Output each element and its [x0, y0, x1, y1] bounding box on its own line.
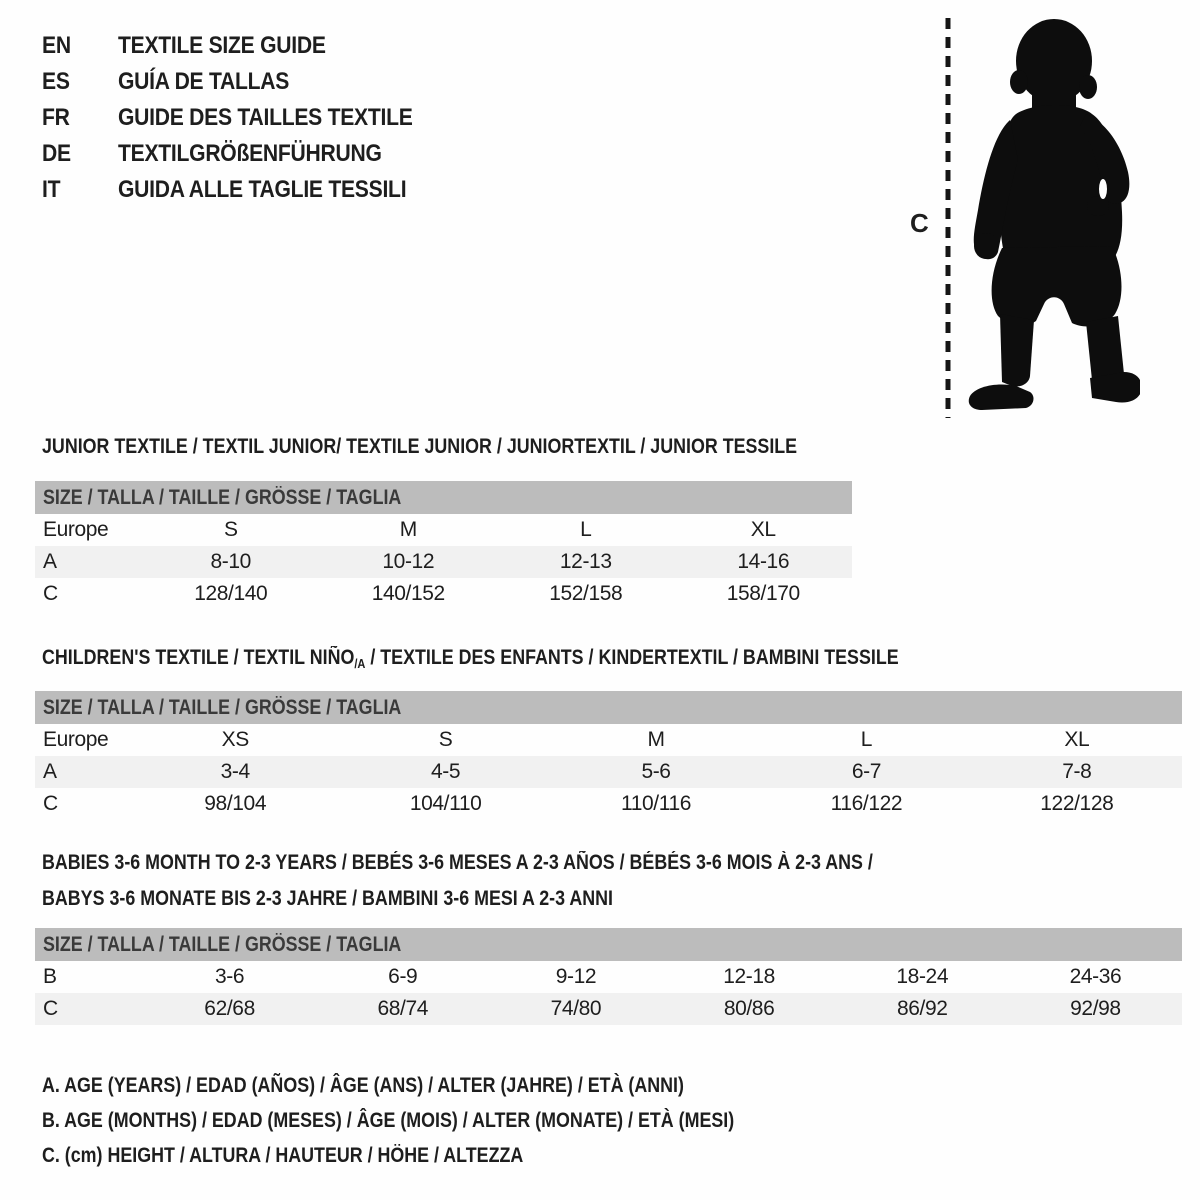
children-size-header-band: SIZE / TALLA / TAILLE / GRÖSSE / TAGLIA — [35, 691, 1182, 724]
value-cell: 158/170 — [726, 582, 800, 605]
babies-section-title-line2: BABYS 3-6 MONATE BIS 2-3 JAHRE / BAMBINI 3-6 MESI A 2-3 ANNI — [42, 887, 613, 910]
size-cell: L — [580, 518, 592, 541]
value-cell: 7-8 — [1062, 760, 1092, 783]
value-cell: 12-13 — [559, 550, 612, 573]
junior-section-title: JUNIOR TEXTILE / TEXTIL JUNIOR/ TEXTILE JUNIOR / JUNIORTEXTIL / JUNIOR TESSILE — [42, 435, 798, 458]
value-cell: 128/140 — [194, 582, 268, 605]
size-cell: L — [860, 728, 873, 751]
value-cell: 5-6 — [641, 760, 671, 783]
value-cell: 74/80 — [550, 997, 602, 1020]
lang-code-it: IT — [42, 176, 61, 203]
legend — [42, 1068, 856, 1173]
value-cell: 122/128 — [1040, 792, 1114, 815]
value-cell: 12-18 — [723, 965, 775, 988]
junior-age-row — [35, 546, 852, 578]
legend-line-c: C. (cm) HEIGHT / ALTURA / HAUTEUR / HÖHE / ALTEZZA — [42, 1144, 524, 1167]
lang-row-de — [42, 136, 453, 172]
value-cell: 10-12 — [382, 550, 435, 573]
value-cell: 18-24 — [896, 965, 949, 988]
children-size-table — [35, 691, 1182, 820]
value-cell: 152/158 — [549, 582, 623, 605]
size-cell: XL — [1064, 728, 1090, 751]
children-columns-row — [35, 724, 1182, 756]
lang-row-es — [42, 64, 453, 100]
lang-row-en — [42, 28, 453, 64]
babies-size-header-band: SIZE / TALLA / TAILLE / GRÖSSE / TAGLIA — [35, 928, 1182, 961]
value-cell: 86/92 — [896, 997, 948, 1020]
value-cell: 80/86 — [723, 997, 775, 1020]
value-cell: 92/98 — [1070, 997, 1121, 1020]
value-cell: 98/104 — [204, 792, 267, 815]
lang-code-de: DE — [42, 140, 71, 167]
nino-a-subscript: /A — [354, 656, 366, 671]
junior-height-row — [35, 578, 852, 610]
row-label: C — [43, 792, 58, 815]
value-cell: 14-16 — [737, 550, 790, 573]
size-cell: S — [438, 728, 453, 751]
children-section-title: CHILDREN'S TEXTILE / TEXTIL NIÑO/A / TEXTILE DES ENFANTS / KINDERTEXTIL / BAMBINI TESSILE — [42, 646, 899, 671]
lang-row-fr — [42, 100, 453, 136]
legend-line-b: B. AGE (MONTHS) / EDAD (MESES) / ÂGE (MOIS) / ALTER (MONATE) / ETÀ (MESI) — [42, 1109, 735, 1132]
value-cell: 6-7 — [851, 760, 881, 783]
size-cell: M — [647, 728, 665, 751]
junior-size-table — [35, 481, 852, 610]
row-label: A — [43, 760, 57, 783]
value-cell: 116/122 — [830, 792, 903, 815]
lang-title-fr: GUIDE DES TAILLES TEXTILE — [118, 104, 413, 131]
value-cell: 9-12 — [555, 965, 597, 988]
lang-title-it: GUIDA ALLE TAGLIE TESSILI — [118, 176, 407, 203]
junior-size-header-band: SIZE / TALLA / TAILLE / GRÖSSE / TAGLIA — [35, 481, 852, 514]
language-title-list — [42, 28, 453, 208]
row-label: B — [43, 965, 57, 988]
toddler-silhouette-icon — [940, 14, 1140, 422]
lang-code-fr: FR — [42, 104, 70, 131]
value-cell: 62/68 — [204, 997, 255, 1020]
height-measure-label: C — [910, 208, 929, 238]
lang-row-it — [42, 172, 453, 208]
children-height-row — [35, 788, 1182, 820]
region-label: Europe — [43, 518, 109, 541]
lang-title-de: TEXTILGRÖßENFÜHRUNG — [118, 140, 382, 167]
value-cell: 4-5 — [431, 760, 461, 783]
size-cell: XS — [221, 728, 249, 751]
row-label: A — [43, 550, 57, 573]
row-label: C — [43, 997, 58, 1020]
value-cell: 6-9 — [388, 965, 418, 988]
lang-title-en: TEXTILE SIZE GUIDE — [118, 32, 326, 59]
value-cell: 3-6 — [215, 965, 245, 988]
children-age-row — [35, 756, 1182, 788]
value-cell: 140/152 — [371, 582, 445, 605]
region-label: Europe — [43, 728, 109, 751]
lang-title-es: GUÍA DE TALLAS — [118, 68, 290, 95]
lang-code-en: EN — [42, 32, 71, 59]
size-cell: M — [399, 518, 417, 541]
junior-columns-row — [35, 514, 852, 546]
value-cell: 24-36 — [1069, 965, 1122, 988]
value-cell: 110/116 — [621, 792, 692, 815]
value-cell: 68/74 — [377, 997, 429, 1020]
value-cell: 8-10 — [210, 550, 251, 573]
value-cell: 104/110 — [409, 792, 482, 815]
babies-months-row — [35, 961, 1182, 993]
value-cell: 3-4 — [220, 760, 250, 783]
babies-height-row — [35, 993, 1182, 1025]
size-cell: XL — [750, 518, 776, 541]
lang-code-es: ES — [42, 68, 70, 95]
babies-section-title: BABIES 3-6 MONTH TO 2-3 YEARS / BEBÉS 3-6 MESES A 2-3 AÑOS / BÉBÉS 3-6 MOIS À 2-3 ANS / — [42, 851, 873, 874]
legend-line-a: A. AGE (YEARS) / EDAD (AÑOS) / ÂGE (ANS) / ALTER (JAHRE) / ETÀ (ANNI) — [42, 1074, 684, 1097]
babies-size-table — [35, 928, 1182, 1025]
row-label: C — [43, 582, 58, 605]
size-cell: S — [223, 518, 238, 541]
